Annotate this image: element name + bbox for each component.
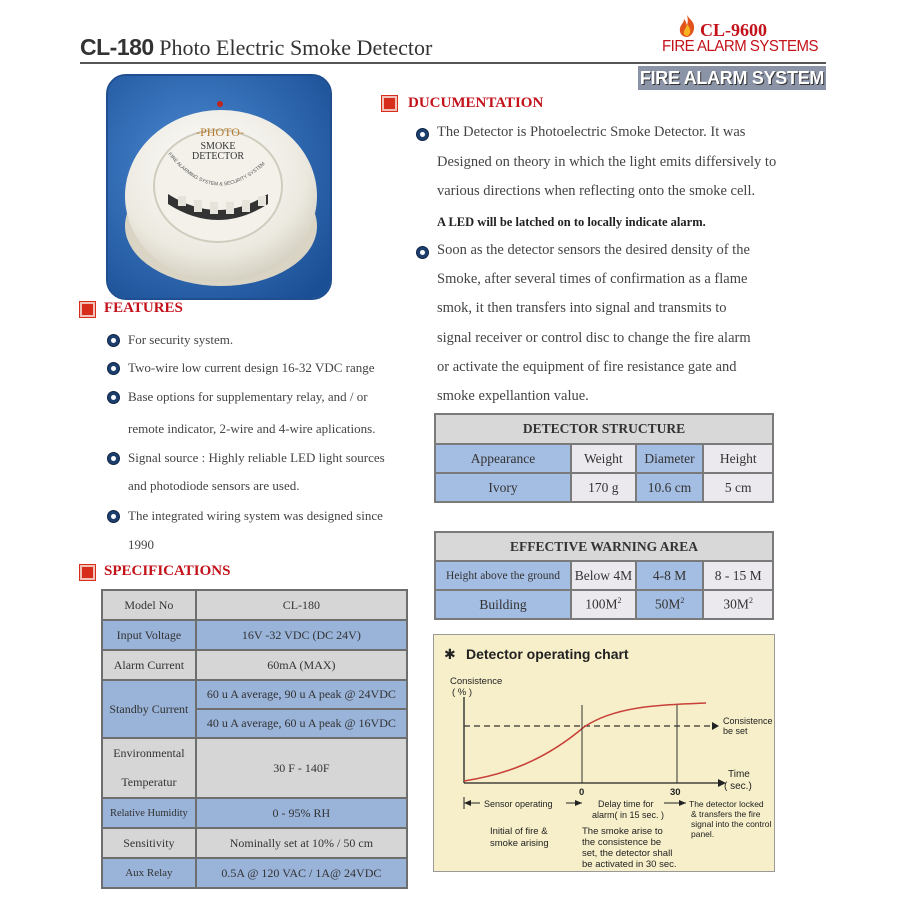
bullet-icon [107,362,120,375]
brand-logo-text: CL-9600 [700,20,767,40]
annotation-rise: the consistence be [582,837,662,848]
features-marker-icon [80,302,95,317]
spec-value: 0.5A @ 120 VAC / 1A@ 24VDC [196,858,407,888]
table-cell [571,590,636,619]
table-row [102,858,407,888]
spec-value: 60mA (MAX) [196,650,407,680]
spec-label [102,738,196,798]
doc-line: Designed on theory in which the light emits differsively to [437,154,777,170]
product-photo [106,74,332,300]
feature-line: remote indicator, 2-wire and 4-wire aplications. [128,421,376,436]
table-cell [703,590,773,619]
warning-area-table [434,531,774,620]
feature-line: and photodiode sensors are used. [128,478,300,493]
flame-icon [676,14,698,38]
features-heading: FEATURES [104,300,183,316]
threshold-label: be set [723,726,748,736]
product-name: Photo Electric Smoke Detector [159,35,433,60]
threshold-label: Consistence [723,716,773,726]
table-cell: Ivory [435,473,571,502]
svg-text:FIRE ALARMING SYSTEM & SECURIT: FIRE ALARMING SYSTEM & SECURITY SYSTEM [166,151,267,188]
feature-line: The integrated wiring system was designed since [128,508,383,523]
bullet-icon [107,452,120,465]
table-row [435,561,773,590]
feature-line: 1990 [128,537,154,552]
annotation-rise: set, the detector shall [582,848,673,859]
table-cell: Height [703,444,773,473]
spec-value: 16V -32 VDC (DC 24V) [196,620,407,650]
doc-line: smoke expellantion value. [437,388,589,404]
table-row [102,738,407,798]
area-superscript: 2 [680,596,685,606]
feature-line: Two-wire low current design 16-32 VDC range [128,360,375,375]
annotation-delay: Delay time for [598,799,654,809]
table-cell: 10.6 cm [636,473,704,502]
spec-label: Aux Relay [102,858,196,888]
table-cell: Building [435,590,571,619]
table-row [102,590,407,620]
area-value: 30M [723,596,749,612]
consistence-curve [464,703,706,781]
delay-arrow-icon [575,800,582,806]
doc-line: The Detector is Photoelectric Smoke Detector. It was [437,124,746,140]
spec-value: 40 u A average, 60 u A peak @ 16VDC [196,709,407,738]
doc-line: various directions when reflecting onto the smoke cell. [437,183,756,199]
table-cell: 170 g [571,473,636,502]
smoke-detector-illustration [108,76,332,300]
spec-label: Relative Humidity [102,798,196,828]
chart-title: Detector operating chart [466,646,629,662]
table-cell: 8 - 15 M [703,561,773,590]
doc-line: or activate the equipment of fire resistance gate and [437,359,737,375]
doc-line: smok, it then transfers into signal and transmits to [437,300,727,316]
fire-alarm-banner: FIRE ALARM SYSTEM [639,68,825,88]
title-divider [80,62,826,64]
svg-text:DETECTOR: DETECTOR [191,151,245,162]
operating-chart-svg [434,635,776,873]
x-axis-unit: ( sec.) [724,781,752,792]
table-row [435,590,773,619]
doc-line-bold: A LED will be latched on to locally indicate alarm. [437,215,706,229]
spec-label: Standby Current [102,680,196,738]
chart-star-icon: ✱ [444,646,456,662]
table-header-row [435,532,773,561]
bullet-icon [107,334,120,347]
spec-value: CL-180 [196,590,407,620]
spec-value: 60 u A average, 90 u A peak @ 24VDC [196,680,407,709]
area-superscript: 2 [748,596,753,606]
operating-chart [433,634,775,872]
table-row [435,444,773,473]
detector-structure-table [434,413,774,503]
spec-value: 30 F - 140F [196,738,407,798]
area-value: 50M [654,596,681,612]
spec-label: Sensitivity [102,828,196,858]
sensor-arrow-icon [464,800,471,806]
spec-label-line: Environmental [113,746,185,760]
spec-label: Input Voltage [102,620,196,650]
table-cell: Weight [571,444,636,473]
annotation-initial: Initial of fire & [490,826,548,837]
feature-line: Signal source : Highly reliable LED light sources [128,450,385,465]
threshold-arrow-icon [712,722,719,730]
feature-line: Base options for supplementary relay, and / or [128,389,368,404]
table-row [102,680,407,709]
table-cell: Diameter [636,444,704,473]
structure-heading: DETECTOR STRUCTURE [435,414,773,444]
table-cell: Below 4M [571,561,636,590]
specifications-marker-icon [80,565,95,580]
annotation-locked: signal into the control [691,819,772,829]
annotation-locked: The detector locked [689,799,764,809]
page-title [80,34,432,61]
doc-line: signal receiver or control disc to change the fire alarm [437,330,751,346]
documentation-heading: DUCUMENTATION [408,95,544,111]
y-axis-unit: ( % ) [452,687,473,698]
table-cell: 4-8 M [636,561,704,590]
table-cell: Height above the ground [435,561,571,590]
x-tick-label: 0 [579,787,585,798]
doc-line: Soon as the detector sensors the desired density of the [437,242,750,258]
table-row [102,650,407,680]
locked-arrow-icon [679,800,686,806]
brand-logo-subtitle: FIRE ALARM SYSTEMS [662,37,819,56]
specifications-table [101,589,408,889]
annotation-rise: be activated in 30 sec. [582,859,677,870]
annotation-sensor: Sensor operating [484,799,553,809]
y-axis-label: Consistence [450,676,503,687]
bullet-icon [416,246,429,259]
bullet-icon [107,510,120,523]
table-row [102,828,407,858]
spec-value: Nominally set at 10% / 50 cm [196,828,407,858]
annotation-rise: The smoke arise to [582,826,663,837]
feature-line: For security system. [128,332,234,347]
annotation-initial: smoke arising [490,838,549,849]
model-number: CL-180 [80,34,154,60]
specifications-heading: SPECIFICATIONS [104,563,231,579]
bullet-icon [107,391,120,404]
spec-value: 0 - 95% RH [196,798,407,828]
annotation-locked: & transfers the fire [691,809,761,819]
spec-label: Model No [102,590,196,620]
table-row [435,473,773,502]
warning-heading: EFFECTIVE WARNING AREA [435,532,773,561]
area-value: 100M [585,596,618,612]
area-superscript: 2 [617,596,622,606]
spec-label-line: Temperatur [121,775,177,789]
svg-text:SMOKE: SMOKE [200,141,236,152]
table-header-row [435,414,773,444]
x-tick-label: 30 [670,787,681,798]
doc-line: Smoke, after several times of confirmation as a flame [437,271,748,287]
x-axis-label: Time [728,769,750,780]
svg-text:-PHOTO-: -PHOTO- [196,125,244,139]
table-cell: 5 cm [703,473,773,502]
table-cell: Appearance [435,444,571,473]
documentation-marker-icon [382,96,397,111]
table-row [102,798,407,828]
spec-label: Alarm Current [102,650,196,680]
annotation-locked: panel. [691,829,715,839]
bullet-icon [416,128,429,141]
table-cell [636,590,704,619]
annotation-delay: alarm( in 15 sec. ) [592,810,665,820]
table-row [102,620,407,650]
